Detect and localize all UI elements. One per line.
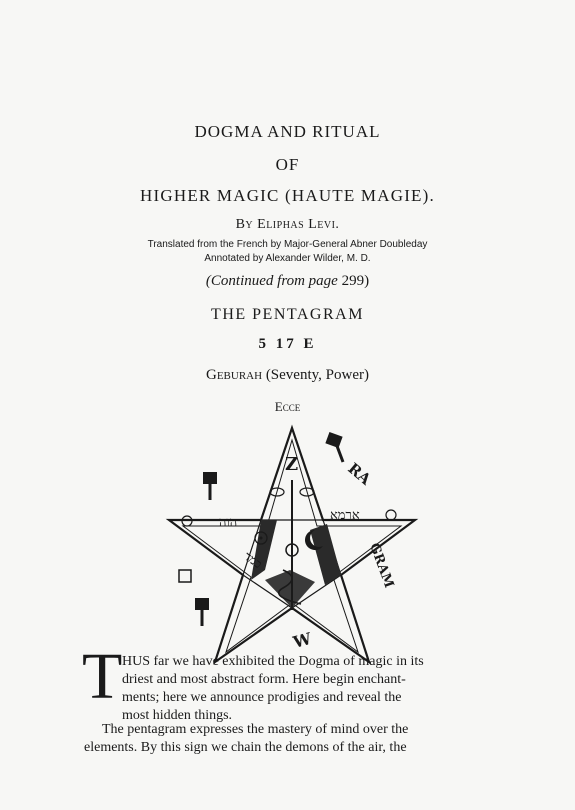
- hammer-left: [203, 472, 217, 484]
- hebrew-right: ארמא: [330, 508, 360, 523]
- subtitle-name: Geburah: [206, 367, 263, 383]
- shade-bottom: [265, 570, 315, 608]
- body-line-1: HUS far we have exhibited the Dogma of magic in its: [122, 654, 424, 669]
- translation-note: Translated from the French by Major-General Abner Doubleday: [147, 239, 428, 250]
- hebrew-left: הוה: [219, 515, 238, 530]
- continued-page: 299): [341, 273, 370, 289]
- tau-left: [195, 598, 209, 610]
- drop-cap: T: [82, 640, 123, 713]
- subtitle: [0, 367, 575, 384]
- annotation-note: Annotated by Alexander Wilder, M. D.: [204, 253, 371, 264]
- subtitle-meaning: (Seventy, Power): [262, 367, 369, 383]
- continued-prefix: (Continued from page: [205, 273, 338, 289]
- shade-left: [251, 520, 277, 580]
- figure-caption: Ecce: [274, 399, 301, 414]
- title-line-2: OF: [275, 155, 300, 174]
- byline: By Eliphas Levi.: [235, 217, 340, 232]
- section-title: THE PENTAGRAM: [211, 306, 364, 323]
- body-line-4: most hidden things.: [122, 708, 233, 723]
- body-line-2: driest and most abstract form. Here begin enchant-: [122, 672, 406, 687]
- shade-right: [310, 524, 341, 585]
- word-w: W: [291, 628, 314, 652]
- title-line-3: HIGHER MAGIC (HAUTE MAGIE).: [140, 186, 435, 205]
- hammer-right: [325, 432, 342, 448]
- hebrew-lower: כמד: [241, 548, 265, 572]
- center-letter: Z: [285, 454, 299, 475]
- word-gram: GRAM: [366, 541, 397, 590]
- title-line-1: DOGMA AND RITUAL: [194, 122, 381, 141]
- body-line-6: elements. By this sign we chain the demons of the air, the: [84, 740, 407, 755]
- pentagram-figure: [165, 420, 420, 665]
- body-line-5: The pentagram expresses the mastery of mind over the: [102, 722, 409, 737]
- word-ra: RA: [344, 459, 375, 489]
- continued-note: [0, 273, 575, 290]
- square-symbol: [179, 570, 191, 582]
- right-point-circle: [386, 510, 396, 520]
- body-line-3: ments; here we announce prodigies and reveal the: [122, 690, 402, 705]
- section-number: 5 17 E: [258, 336, 317, 352]
